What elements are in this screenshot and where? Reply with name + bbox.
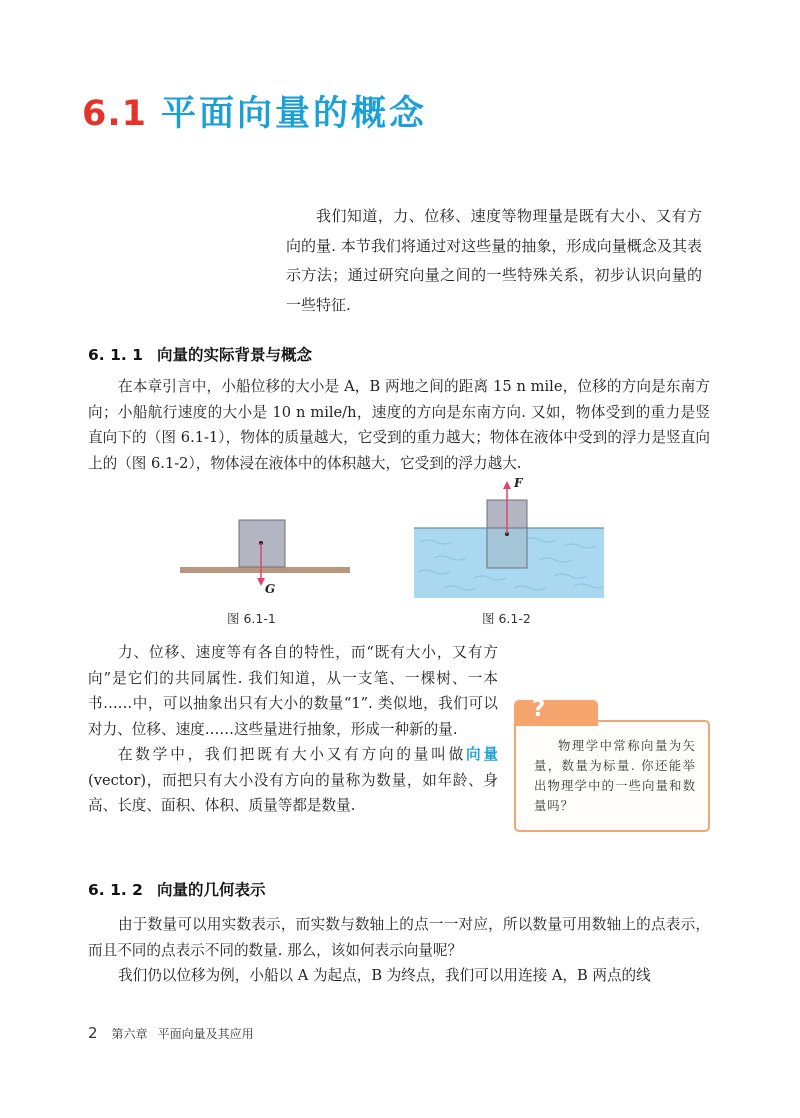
body-text-1: 在本章引言中，小船位移的大小是 A，B 两地之间的距离 15 n mile，位移的方向是东南方向；小船航行速度的大小是 10 n mile/h，速度的方向是东南方向. 又如，物体受到的重力是竖直向下的（图 6.1-1），物体的质量越大，它受到的重力越大；物体在液体中受到的浮力是竖直向上的（图 6.1-2），物体浸在液体中的体积越大，它受到的浮力越大.: [88, 378, 710, 472]
subsection-number-1: 6. 1. 1: [88, 346, 143, 364]
figure-caption-2: 图 6.1-2: [482, 611, 531, 626]
chapter-title: 平面向量及其应用: [157, 1027, 254, 1041]
section-title: [82, 86, 427, 136]
body-paragraph-2: [88, 640, 498, 819]
figure-6-1-1: [180, 512, 350, 594]
body-paragraph-3: [88, 912, 710, 989]
subsection-title-2: 向量的几何表示: [156, 881, 266, 899]
body-text-2: 力、位移、速度等有各自的特性，而“既有大小，又有方向”是它们的共同属性. 我们知道，从一支笔、一棵树、一本书……中，可以抽象出只有大小的数量“1”. 类似地，我们可以对力、位移、速度……这些量进行抽象，形成一种新的量.: [88, 644, 498, 738]
chapter-label: 第六章: [111, 1027, 148, 1041]
page-footer: [88, 1024, 254, 1042]
keyword-vector: 向量: [465, 746, 498, 763]
body-text-5: 我们仍以位移为例，小船以 A 为起点，B 为终点，我们可以用连接 A，B 两点的线: [118, 967, 651, 984]
question-text-container: [534, 736, 696, 816]
section-number: 6.1: [82, 94, 148, 134]
body-text-3: 在数学中，我们把既有大小又有方向的量叫做向量(vector)，而把只有大小没有方向的量称为数量，如年龄、身高、长度、面积、体积、质量等都是数量.: [88, 746, 498, 814]
gravity-arrow-head: [257, 578, 265, 586]
figure-6-1-2: [414, 474, 604, 600]
intro-paragraph: [286, 202, 702, 320]
body-paragraph-1: [88, 374, 710, 476]
ground-surface: [180, 567, 350, 573]
subsection-number-2: 6. 1. 2: [88, 881, 143, 899]
buoyancy-arrow-head: [503, 481, 511, 489]
section-title-text: 平面向量的概念: [161, 94, 428, 134]
buoyancy-label: F: [514, 476, 523, 490]
figure-caption-1: 图 6.1-1: [227, 611, 276, 626]
intro-text: 我们知道，力、位移、速度等物理量是既有大小、又有方向的量. 本节我们将通过对这些量的抽象，形成向量概念及其表示方法；通过研究向量之间的一些特殊关系，初步认识向量的一些特征.: [286, 207, 702, 314]
body-text-4: 由于数量可以用实数表示，而实数与数轴上的点一一对应，所以数量可用数轴上的点表示，而且不同的点表示不同的数量. 那么，该如何表示向量呢？: [88, 916, 710, 959]
subsection-heading-1: [88, 343, 312, 365]
page-number: 2: [88, 1024, 98, 1042]
subsection-heading-2: [88, 878, 265, 900]
question-tab: [514, 700, 598, 726]
subsection-title-1: 向量的实际背景与概念: [156, 346, 312, 364]
question-text: 物理学中常称向量为矢量，数量为标量. 你还能举出物理学中的一些向量和数量吗？: [534, 739, 696, 813]
gravity-label: G: [265, 582, 276, 594]
question-mark-icon: ?: [532, 696, 546, 722]
